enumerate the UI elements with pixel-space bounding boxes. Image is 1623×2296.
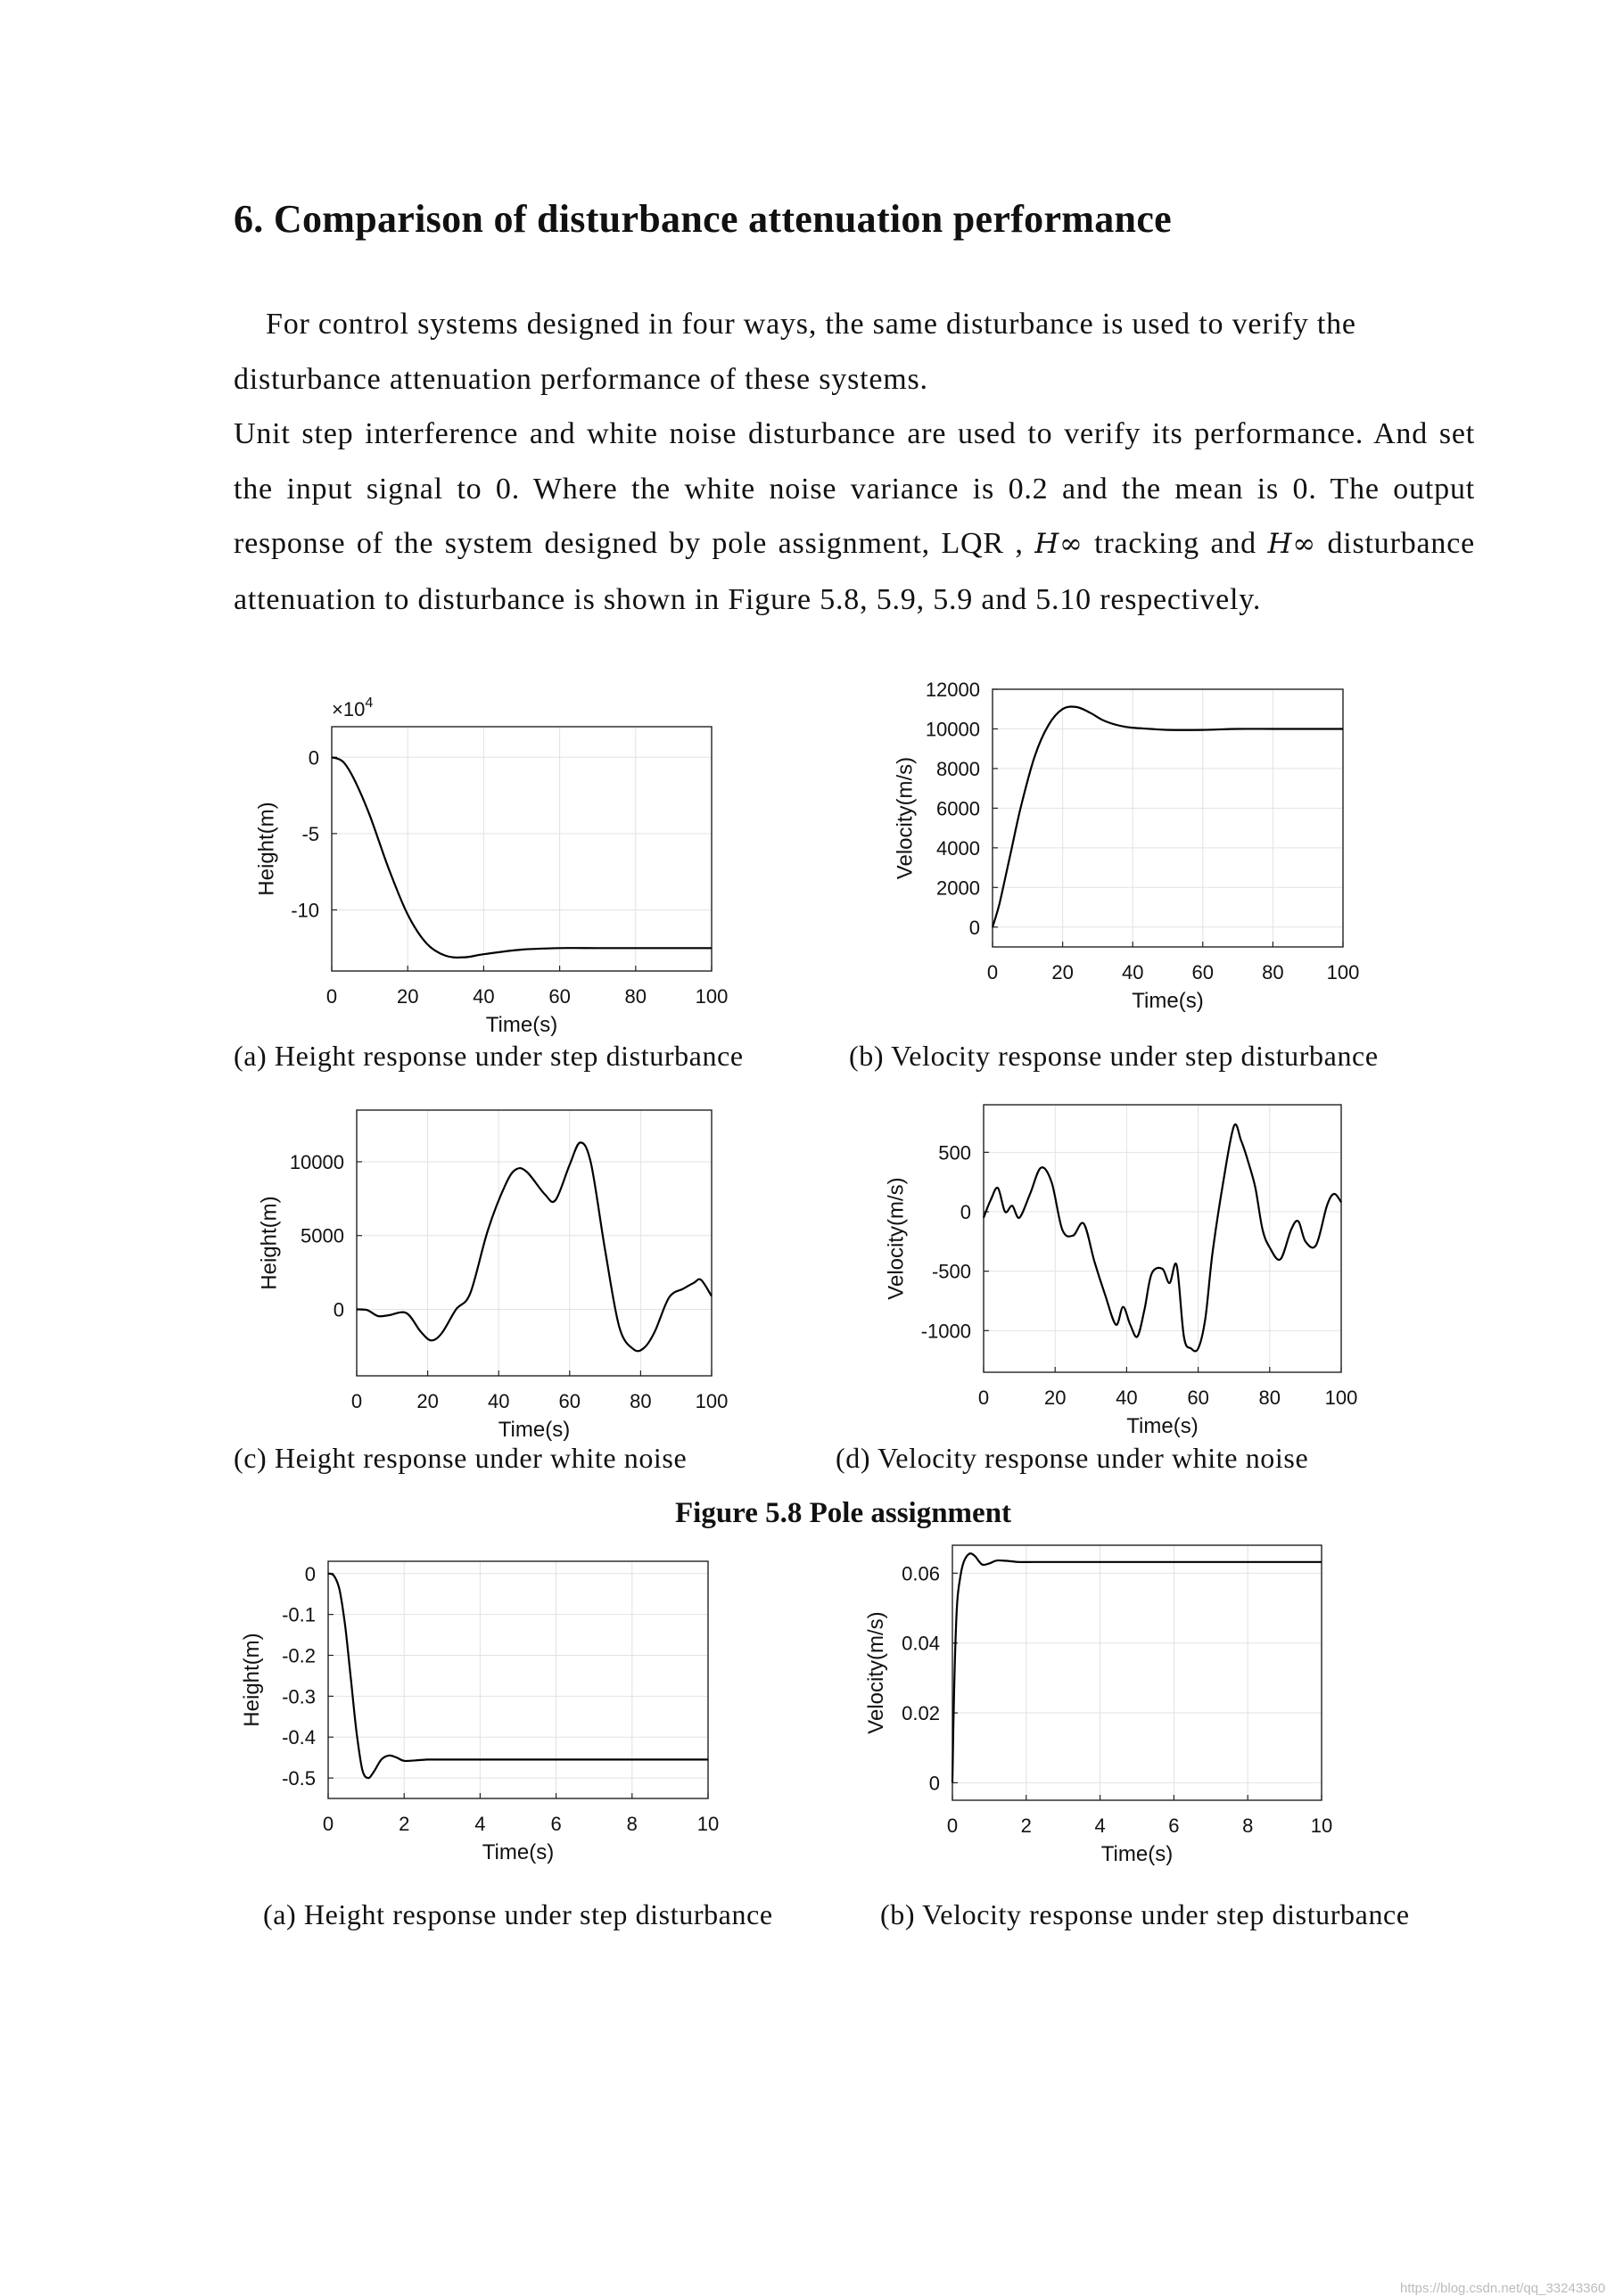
x-axis-label: Time(s)	[482, 1840, 555, 1864]
watermark: https://blog.csdn.net/qq_33243360	[1400, 2281, 1606, 2296]
paragraph-text-c: disturbance attenuation to disturbance is shown in Figure 5.8, 5.9, 5.9 and 5.10 respectively.	[234, 527, 1475, 616]
x-tick-label: 2	[399, 1813, 410, 1835]
x-tick-label: 60	[1191, 961, 1215, 983]
y-tick-label: 2000	[936, 876, 980, 900]
h-infinity-symbol: H∞	[1034, 528, 1083, 560]
x-tick-label: 10	[1310, 1815, 1333, 1837]
x-tick-label: 0	[325, 985, 338, 1008]
paragraph-text-b: tracking and	[1083, 527, 1268, 560]
x-tick-label: 20	[396, 985, 419, 1008]
x-tick-label: 20	[1051, 961, 1074, 983]
x-tick-label: 4	[1094, 1815, 1106, 1837]
x-tick-label: 20	[416, 1390, 439, 1412]
caption-d: (d) Velocity response under white noise	[836, 1442, 1309, 1474]
x-axis-label: Time(s)	[1132, 989, 1204, 1013]
y-axis-label: Velocity(m/s)	[893, 756, 918, 880]
x-axis-label: Time(s)	[1100, 1842, 1174, 1866]
y-tick-label: -0.2	[282, 1644, 316, 1667]
y-tick-label: 0	[304, 1562, 316, 1585]
h-infinity-symbol: H∞	[1267, 528, 1316, 560]
y-tick-label: -10	[291, 899, 319, 922]
x-tick-label: 0	[946, 1815, 959, 1837]
x-axis-label: Time(s)	[1126, 1414, 1199, 1438]
figure-title: Figure 5.8 Pole assignment	[675, 1497, 1012, 1529]
caption-b: (b) Velocity response under step disturbance	[849, 1040, 1379, 1072]
y-tick-label: -0.1	[282, 1603, 316, 1626]
x-tick-label: 2	[1020, 1815, 1032, 1837]
y-tick-label: 12000	[925, 679, 980, 701]
paragraph-intro: For control systems designed in four ways, the same disturbance is used to verify the disturbance attenuation performance of these systems.	[234, 308, 1356, 396]
x-axis-label: Time(s)	[485, 1013, 558, 1037]
x-tick-label: 60	[558, 1390, 581, 1412]
caption-a-2: (a) Height response under step disturbance	[263, 1898, 773, 1930]
y-tick-label: -500	[931, 1260, 971, 1283]
y-tick-label: 500	[938, 1141, 971, 1164]
y-tick-label: 10000	[289, 1150, 344, 1173]
x-tick-label: 6	[550, 1813, 562, 1835]
y-tick-label: 0	[960, 1201, 971, 1223]
y-axis-label: Velocity(m/s)	[884, 1177, 909, 1300]
x-tick-label: 40	[487, 1390, 510, 1412]
x-tick-label: 40	[1116, 1387, 1138, 1409]
x-tick-label: 0	[322, 1813, 334, 1835]
y-tick-label: -0.4	[282, 1726, 316, 1749]
y-tick-label: 0.04	[902, 1632, 940, 1655]
caption-b-2: (b) Velocity response under step disturbance	[880, 1898, 1410, 1930]
x-axis-label: Time(s)	[498, 1418, 571, 1442]
x-tick-label: 8	[1242, 1815, 1254, 1837]
x-tick-label: 6	[1168, 1815, 1180, 1837]
x-tick-label: 60	[548, 985, 571, 1008]
y-tick-label: -1000	[920, 1320, 971, 1343]
y-tick-label: -0.3	[282, 1685, 316, 1708]
y-tick-label: 10000	[925, 718, 980, 741]
x-tick-label: 0	[977, 1387, 990, 1409]
x-tick-label: 40	[1121, 961, 1144, 983]
caption-a: (a) Height response under step disturbance	[234, 1040, 744, 1072]
x-tick-label: 10	[696, 1813, 720, 1835]
caption-c: (c) Height response under white noise	[234, 1442, 688, 1474]
x-tick-label: 0	[350, 1390, 363, 1412]
y-tick-label: 4000	[936, 836, 980, 860]
y-tick-label: 0.02	[902, 1702, 940, 1725]
y-axis-label: Height(m)	[257, 1196, 282, 1290]
y-tick-label: 5000	[301, 1224, 344, 1247]
paragraph-text-a: Unit step interference and white noise disturbance are used to verify its performance. And set the input signal to 0. Where the white noise variance is 0.2 and the mean is 0. The output response of the system designed by pole assignment, LQR ,	[234, 417, 1475, 560]
x-tick-label: 80	[624, 985, 647, 1008]
y-axis-label: Velocity(m/s)	[864, 1611, 888, 1734]
x-tick-label: 100	[1326, 961, 1360, 983]
x-tick-label: 80	[1262, 961, 1284, 983]
y-axis-label: Height(m)	[240, 1633, 264, 1727]
plot-frame	[952, 1545, 1322, 1800]
y-tick-label: -5	[301, 822, 319, 845]
y-tick-label: 0.06	[902, 1562, 940, 1585]
y-tick-label: 0	[333, 1298, 344, 1321]
y-axis-label: Height(m)	[254, 802, 279, 896]
y-tick-label: 8000	[936, 757, 980, 780]
y-tick-label: 6000	[936, 797, 980, 820]
x-tick-label: 100	[695, 1390, 729, 1412]
y-tick-label: -0.5	[282, 1767, 316, 1790]
x-tick-label: 80	[1258, 1387, 1281, 1409]
x-tick-label: 4	[474, 1813, 486, 1835]
x-tick-label: 40	[473, 985, 495, 1008]
section-heading: 6. Comparison of disturbance attenuation performance	[234, 197, 1172, 241]
x-tick-label: 20	[1043, 1387, 1067, 1409]
x-tick-label: 0	[986, 961, 999, 983]
x-tick-label: 100	[695, 985, 729, 1008]
x-tick-label: 100	[1324, 1387, 1358, 1409]
axis-multiplier: $\times 10^4$	[332, 695, 374, 720]
y-tick-label: 0	[928, 1772, 940, 1795]
data-series-line	[952, 1553, 1322, 1782]
x-tick-label: 80	[630, 1390, 652, 1412]
y-tick-label: 0	[968, 916, 980, 939]
x-tick-label: 8	[626, 1813, 638, 1835]
y-tick-label: 0	[308, 746, 319, 769]
x-tick-label: 60	[1187, 1387, 1209, 1409]
